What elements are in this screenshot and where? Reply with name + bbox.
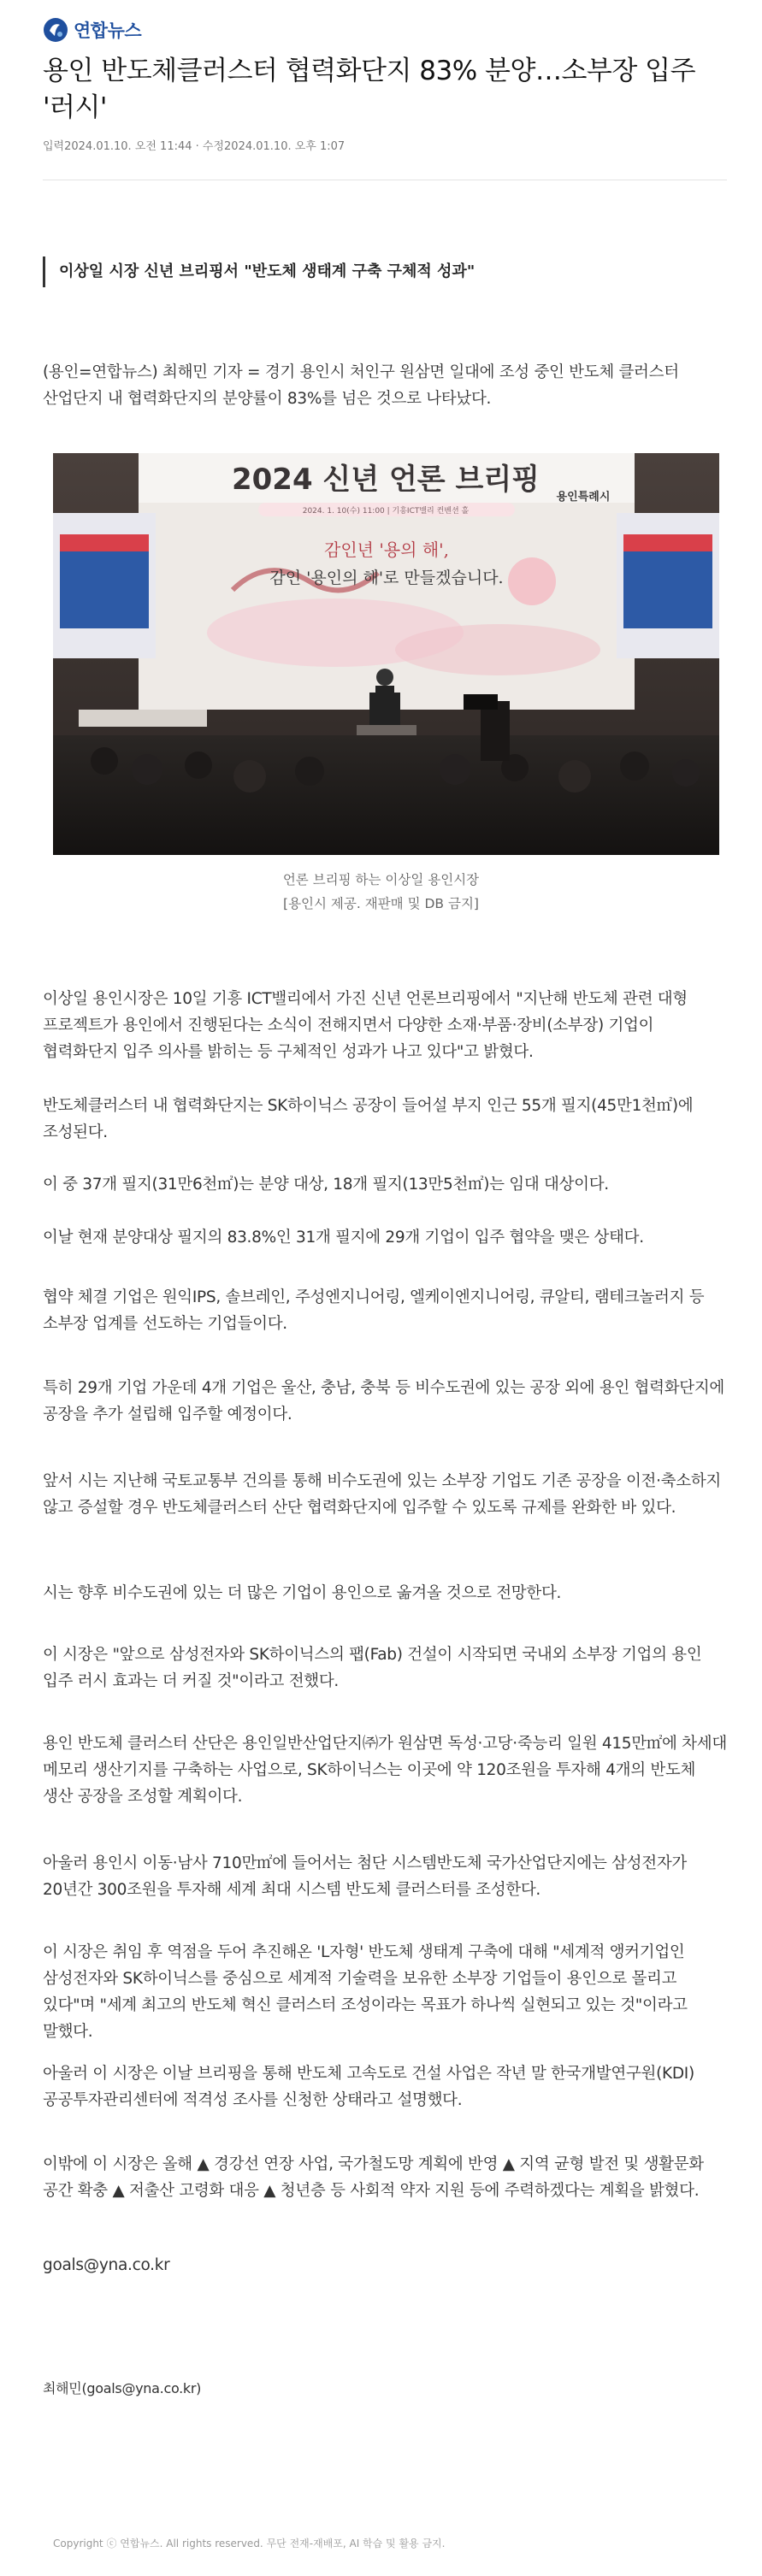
- caption-line-1: 언론 브리핑 하는 이상일 용인시장: [282, 872, 480, 887]
- brand-name: 연합뉴스: [74, 21, 142, 41]
- body-paragraph: 이 중 37개 필지(31만6천㎡)는 분양 대상, 18개 필지(13만5천㎡)는 임대 대상이다.: [43, 1176, 609, 1194]
- reporter-email[interactable]: goals@yna.co.kr: [43, 2256, 170, 2274]
- banner-title: 2024 신년 언론 브리핑: [231, 463, 540, 497]
- city-badge: 용인특례시: [556, 491, 611, 504]
- body-paragraph: 시는 향후 비수도권에 있는 더 많은 기업이 용인으로 옮겨올 것으로 전망한다.: [43, 1584, 562, 1602]
- body-paragraph: 이밖에 이 시장은 올해 ▲ 경강선 연장 사업, 국가철도망 계획에 반영 ▲ 지역 균형 발전 및 생활문화 공간 확충 ▲ 저출산 고령화 대응 ▲ 청년층 등 사회적 약자 지원 등에 주력하겠다는 계획을 밝혔다.: [43, 2155, 704, 2200]
- copyright-footer: Copyright ⓒ 연합뉴스. All rights reserved. 무단 전재-재배포, AI 학습 및 활용 금지.: [53, 2538, 446, 2549]
- article-subhead: 이상일 시장 신년 브리핑서 "반도체 생태계 구축 구체적 성과": [43, 256, 475, 287]
- body-paragraph: 협약 체결 기업은 원익IPS, 솔브레인, 주성엔지니어링, 엘케이엔지니어링, 큐알티, 램테크놀러지 등 소부장 업계를 선도하는 기업들이다.: [43, 1288, 705, 1333]
- article-photo[interactable]: [53, 453, 719, 855]
- slogan-line-1: 감인년 '용의 해',: [324, 539, 449, 560]
- body-paragraph: 이날 현재 분양대상 필지의 83.8%인 31개 필지에 29개 기업이 입주 협약을 맺은 상태다.: [43, 1229, 644, 1247]
- body-paragraph: 아울러 용인시 이동·남사 710만㎡에 들어서는 첨단 시스템반도체 국가산업단지에는 삼성전자가 20년간 300조원을 투자해 세계 최대 시스템 반도체 클러스터를 조성한다.: [43, 1854, 687, 1899]
- body-paragraph: 용인 반도체 클러스터 산단은 용인일반산업단지㈜가 원삼면 독성·고당·죽능리 일원 415만㎡에 차세대 메모리 생산기지를 구축하는 사업으로, SK하이닉스는 이곳에 약 120조원을 투자해 4개의 반도체 생산 공장을 조성할 계획이다.: [43, 1735, 727, 1806]
- lead-paragraph: (용인=연합뉴스) 최해민 기자 = 경기 용인시 처인구 원삼면 일대에 조성 중인 반도체 클러스터 산업단지 내 협력화단지의 분양률이 83%를 넘은 것으로 나타났다.: [43, 363, 679, 408]
- body-paragraph: 이 시장은 "앞으로 삼성전자와 SK하이닉스의 팹(Fab) 건설이 시작되면 국내외 소부장 기업의 용인 입주 러시 효과는 더 커질 것"이라고 전했다.: [43, 1646, 702, 1690]
- body-paragraph: 아울러 이 시장은 이날 브리핑을 통해 반도체 고속도로 건설 사업은 작년 말 한국개발연구원(KDI) 공공투자관리센터에 적격성 조사를 신청한 상태라고 설명했다.: [43, 2065, 694, 2109]
- body-paragraph: 이상일 용인시장은 10일 기흥 ICT밸리에서 가진 신년 언론브리핑에서 "지난해 반도체 관련 대형 프로젝트가 용인에서 진행된다는 소식이 전해지면서 다양한 소재·부품·장비(소부장) 기업이 협력화단지 입주 의사를 밝히는 등 구체적인 성과가 나고 있다"고 밝혔다.: [43, 990, 688, 1061]
- byline[interactable]: 최해민(goals@yna.co.kr): [43, 2380, 202, 2396]
- body-paragraph: 이 시장은 취임 후 역점을 두어 추진해온 'L자형' 반도체 생태계 구축에 대해 "세계적 앵커기업인 삼성전자와 SK하이닉스를 중심으로 세계적 기술력을 보유한 소부장 기업들이 용인으로 몰리고 있다"며 "세계 최고의 반도체 혁신 클러스터 조성이라는 목표가 하나씩 실현되고 있는 것"이라고 말했다.: [43, 1943, 688, 2041]
- article-headline: 용인 반도체클러스터 협력화단지 83% 분양…소부장 입주 '러시': [43, 56, 696, 123]
- photo-caption: [43, 868, 719, 916]
- body-paragraph: 특히 29개 기업 가운데 4개 기업은 울산, 충남, 충북 등 비수도권에 있는 공장 외에 용인 협력화단지에 공장을 추가 설립해 입주할 예정이다.: [43, 1379, 724, 1424]
- body-paragraph: 앞서 시는 지난해 국토교통부 건의를 통해 비수도권에 있는 소부장 기업도 기존 공장을 이전·축소하지 않고 증설할 경우 반도체클러스터 산단 협력화단지에 입주할 수 있도록 규제를 완화한 바 있다.: [43, 1472, 721, 1517]
- article-dateline: 입력2024.01.10. 오전 11:44 · 수정2024.01.10. 오후 1:07: [43, 140, 346, 153]
- audience: [53, 735, 719, 855]
- brand-logo[interactable]: [43, 17, 141, 43]
- slogan-line-2: 감인 '용인의 해'로 만들겠습니다.: [269, 569, 504, 587]
- body-paragraph: 반도체클러스터 내 협력화단지는 SK하이닉스 공장이 들어설 부지 인근 55개 필지(45만1천㎡)에 조성된다.: [43, 1097, 694, 1141]
- banner-subtitle: 2024. 1. 10(수) 11:00 | 기흥ICT밸리 컨벤션 홀: [302, 507, 470, 516]
- caption-line-2: [용인시 제공. 재판매 및 DB 금지]: [283, 896, 479, 911]
- briefing-photo-scene: [53, 453, 719, 855]
- yonhap-logo-icon: [43, 17, 68, 43]
